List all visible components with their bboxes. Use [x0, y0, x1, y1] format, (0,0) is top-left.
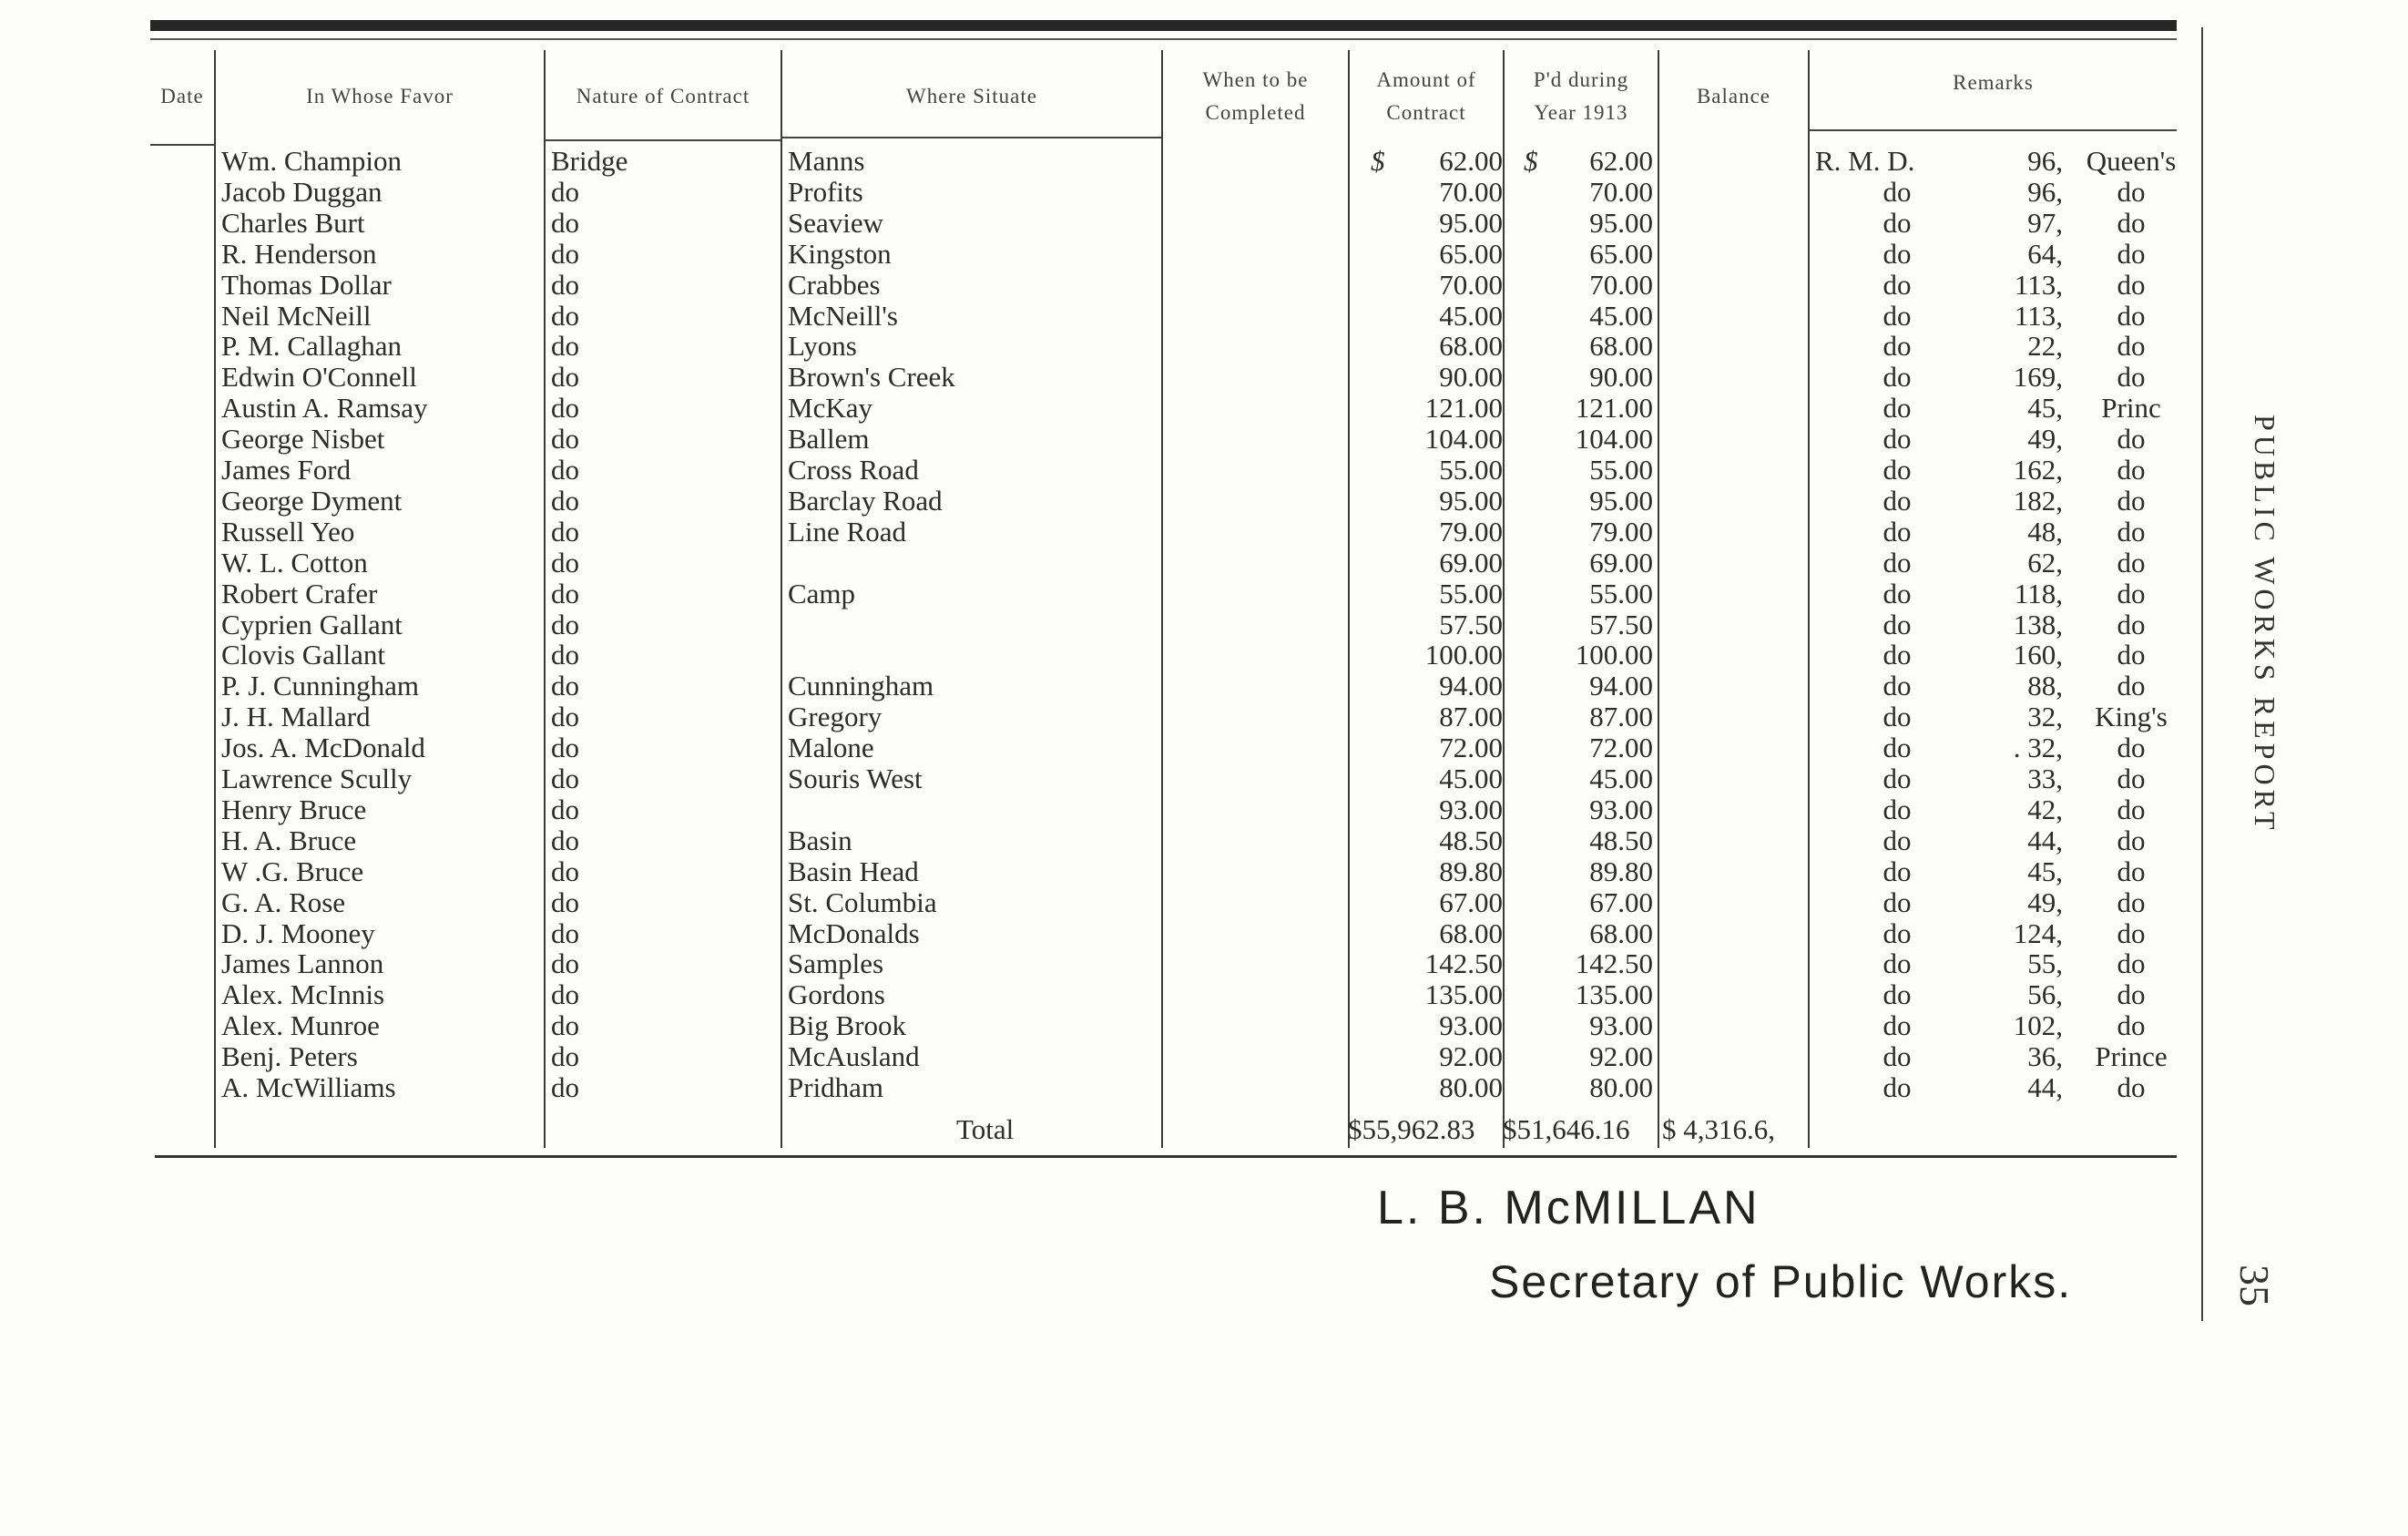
row-remark-do: do: [1883, 330, 1912, 363]
row-remark-number: 49,: [2027, 423, 2063, 456]
row-favor: Alex. McInnis: [221, 978, 385, 1011]
row-nature: do: [551, 1009, 579, 1042]
row-favor: Clovis Gallant: [221, 639, 385, 671]
row-nature: do: [551, 206, 579, 239]
row-nature: do: [551, 608, 579, 640]
row-amount: 57.50: [1439, 608, 1503, 640]
row-remark-number: 56,: [2027, 978, 2063, 1011]
row-favor: Russell Yeo: [221, 515, 355, 548]
row-remark-number: 160,: [2013, 639, 2063, 671]
row-remark-number: 102,: [2013, 1009, 2063, 1042]
total-label: Total: [956, 1113, 1015, 1145]
row-favor: P. J. Cunningham: [221, 670, 420, 702]
row-amount: 68.00: [1439, 916, 1503, 949]
row-favor: Cyprien Gallant: [221, 608, 403, 640]
row-remark-number: 22,: [2027, 330, 2063, 363]
row-remark-name: do: [2117, 361, 2146, 394]
row-favor: Lawrence Scully: [221, 763, 413, 794]
row-favor: James Ford: [221, 454, 352, 486]
row-remark-name: do: [2117, 639, 2146, 671]
table-row: [0, 362, 2408, 393]
header-where-situate: Where Situate: [906, 84, 1037, 108]
row-remark-name: King's: [2095, 701, 2168, 733]
row-remark-do: do: [1883, 639, 1912, 671]
row-nature: do: [551, 886, 579, 918]
row-amount: 104.00: [1424, 423, 1503, 456]
row-where: Malone: [788, 732, 874, 764]
row-paid: 93.00: [1589, 1009, 1653, 1042]
table-row: [0, 701, 2408, 732]
row-amount: 70.00: [1439, 175, 1503, 208]
row-paid: 69.00: [1589, 546, 1653, 579]
row-paid: 79.00: [1589, 515, 1653, 548]
row-favor: R. Henderson: [221, 237, 377, 270]
row-nature: do: [551, 330, 579, 363]
row-paid: 45.00: [1589, 299, 1653, 332]
row-where: Ballem: [788, 423, 870, 456]
row-where: Brown's Creek: [788, 361, 955, 394]
row-remark-number: 33,: [2027, 763, 2063, 794]
row-remark-name: do: [2117, 577, 2146, 609]
row-remark-do: do: [1883, 1009, 1912, 1042]
total-balance: $ 4,316.6,: [1662, 1113, 1775, 1145]
row-nature: do: [551, 793, 579, 825]
row-remark-do: do: [1883, 978, 1912, 1011]
row-where: McNeill's: [788, 299, 898, 332]
row-amount: 89.80: [1439, 855, 1503, 887]
row-remark-do: do: [1883, 268, 1912, 301]
row-remark-do: do: [1883, 484, 1912, 517]
table-row: [0, 948, 2408, 979]
row-remark-number: 182,: [2013, 484, 2063, 517]
table-row: [0, 424, 2408, 455]
header-date: Date: [160, 84, 204, 108]
row-favor: W. L. Cotton: [221, 546, 368, 579]
row-favor: Edwin O'Connell: [221, 361, 417, 394]
row-favor: Benj. Peters: [221, 1040, 358, 1073]
row-remark-name: do: [2117, 175, 2146, 208]
row-remark-number: 138,: [2013, 608, 2063, 640]
row-remark-name: do: [2117, 978, 2146, 1011]
total-paid: $51,646.16: [1503, 1113, 1630, 1145]
row-amount: 93.00: [1439, 793, 1503, 825]
row-favor: Charles Burt: [221, 206, 365, 239]
row-remark-number: 49,: [2027, 886, 2063, 918]
row-where: Big Brook: [788, 1009, 907, 1042]
header-underline: [1808, 129, 2177, 131]
row-remark-name: do: [2117, 608, 2146, 640]
row-remark-name: do: [2117, 515, 2146, 548]
row-nature: Bridge: [551, 145, 628, 177]
row-nature: do: [551, 639, 579, 671]
row-remark-do: do: [1883, 392, 1912, 425]
row-remark-number: 44,: [2027, 1071, 2063, 1103]
row-nature: do: [551, 175, 579, 208]
row-remark-number: 96,: [2027, 175, 2063, 208]
row-favor: Robert Crafer: [221, 577, 378, 609]
row-where: Gregory: [788, 701, 883, 733]
row-paid: 68.00: [1589, 916, 1653, 949]
row-amount: 48.50: [1439, 824, 1503, 856]
row-remark-number: 124,: [2013, 916, 2063, 949]
row-remark-number: 169,: [2013, 361, 2063, 394]
row-remark-do: do: [1883, 1071, 1912, 1103]
row-paid: 90.00: [1589, 361, 1653, 394]
row-nature: do: [551, 1040, 579, 1073]
row-amount: 72.00: [1439, 732, 1503, 764]
row-remark-do: do: [1883, 546, 1912, 579]
row-remark-do: do: [1883, 701, 1912, 733]
row-remark-number: 113,: [2014, 299, 2063, 332]
row-amount: 100.00: [1424, 639, 1503, 671]
row-favor: Thomas Dollar: [221, 268, 392, 301]
row-where: Samples: [788, 947, 884, 980]
table-row: [0, 1010, 2408, 1041]
row-remark-name: do: [2117, 423, 2146, 456]
row-amount: 142.50: [1424, 947, 1503, 980]
row-paid: 72.00: [1589, 732, 1653, 764]
row-nature: do: [551, 978, 579, 1011]
row-favor: H. A. Bruce: [221, 824, 357, 856]
row-amount: 55.00: [1439, 454, 1503, 486]
table-row: [0, 763, 2408, 794]
row-paid: 135.00: [1575, 978, 1653, 1011]
table-row: [0, 455, 2408, 486]
row-amount: 62.00: [1439, 145, 1503, 177]
row-nature: do: [551, 484, 579, 517]
row-remark-number: 118,: [2014, 577, 2063, 609]
row-remark-number: 36,: [2027, 1040, 2063, 1073]
bottom-rule: [155, 1155, 2177, 1158]
row-nature: do: [551, 515, 579, 548]
header-underline: [544, 139, 781, 141]
row-remark-name: do: [2117, 763, 2146, 794]
row-favor: Jos. A. McDonald: [221, 732, 425, 764]
row-remark-number: 62,: [2027, 546, 2063, 579]
row-where: St. Columbia: [788, 886, 937, 918]
row-where: Basin: [788, 824, 852, 856]
row-nature: do: [551, 855, 579, 887]
table-row: [0, 794, 2408, 825]
table-row: [0, 393, 2408, 424]
row-remark-name: do: [2117, 237, 2146, 270]
row-remark-number: 96,: [2027, 145, 2063, 177]
row-remark-do: do: [1883, 732, 1912, 764]
row-remark-do: do: [1883, 947, 1912, 980]
row-nature: do: [551, 423, 579, 456]
row-where: Pridham: [788, 1071, 884, 1103]
row-amount: 65.00: [1439, 237, 1503, 270]
paid-currency-symbol: $: [1524, 145, 1538, 177]
table-row: [0, 270, 2408, 301]
row-where: Crabbes: [788, 268, 881, 301]
row-favor: Jacob Duggan: [221, 175, 383, 208]
row-favor: D. J. Mooney: [221, 916, 375, 949]
row-where: Basin Head: [788, 855, 919, 887]
row-remark-name: do: [2117, 454, 2146, 486]
row-remark-do: do: [1883, 299, 1912, 332]
row-paid: 48.50: [1589, 824, 1653, 856]
row-where: Manns: [788, 145, 865, 177]
row-paid: 65.00: [1589, 237, 1653, 270]
row-remark-name: do: [2117, 206, 2146, 239]
row-remark-do: do: [1883, 206, 1912, 239]
row-favor: P. M. Callaghan: [221, 330, 403, 363]
row-amount: 45.00: [1439, 763, 1503, 794]
table-row: [0, 856, 2408, 887]
row-nature: do: [551, 361, 579, 394]
row-remark-name: do: [2117, 793, 2146, 825]
row-favor: Henry Bruce: [221, 793, 367, 825]
row-amount: 87.00: [1439, 701, 1503, 733]
row-nature: do: [551, 732, 579, 764]
row-remark-name: do: [2117, 299, 2146, 332]
table-row: [0, 640, 2408, 671]
row-remark-do: do: [1883, 515, 1912, 548]
row-remark-number: 45,: [2027, 855, 2063, 887]
row-nature: do: [551, 546, 579, 579]
row-remark-number: . 32,: [2013, 732, 2063, 764]
row-remark-do: do: [1883, 916, 1912, 949]
row-where: Kingston: [788, 237, 892, 270]
row-remark-do: do: [1883, 855, 1912, 887]
row-paid: 95.00: [1589, 484, 1653, 517]
row-amount: 90.00: [1439, 361, 1503, 394]
row-nature: do: [551, 299, 579, 332]
row-where: Barclay Road: [788, 484, 943, 517]
row-paid: 57.50: [1589, 608, 1653, 640]
row-remark-name: do: [2117, 855, 2146, 887]
row-remark-name: do: [2117, 732, 2146, 764]
row-remark-number: 45,: [2027, 392, 2063, 425]
top-thin-rule: [150, 38, 2177, 40]
table-row: [0, 548, 2408, 579]
row-remark-name: do: [2117, 484, 2146, 517]
row-remark-do: do: [1883, 824, 1912, 856]
row-nature: do: [551, 1071, 579, 1103]
table-row: [0, 887, 2408, 918]
row-remark-number: 97,: [2027, 206, 2063, 239]
row-paid: 142.50: [1575, 947, 1653, 980]
row-amount: 95.00: [1439, 206, 1503, 239]
row-favor: James Lannon: [221, 947, 384, 980]
header-paid-during-year: P'd during Year 1913: [1533, 67, 1629, 124]
row-remark-name: do: [2117, 546, 2146, 579]
header-when-completed: When to be Completed: [1202, 67, 1309, 124]
row-where: Lyons: [788, 330, 857, 363]
row-amount: 67.00: [1439, 886, 1503, 918]
row-where: McKay: [788, 392, 872, 425]
signature-name: L. B. McMILLAN: [1377, 1182, 1760, 1234]
table-row: [0, 918, 2408, 949]
row-nature: do: [551, 824, 579, 856]
row-remark-number: 64,: [2027, 237, 2063, 270]
row-paid: 62.00: [1589, 145, 1653, 177]
row-nature: do: [551, 701, 579, 733]
row-nature: do: [551, 577, 579, 609]
row-remark-do: do: [1883, 886, 1912, 918]
row-remark-number: 162,: [2013, 454, 2063, 486]
row-favor: A. McWilliams: [221, 1071, 396, 1103]
table-row: [0, 1041, 2408, 1072]
row-amount: 94.00: [1439, 670, 1503, 702]
row-remark-name: do: [2117, 947, 2146, 980]
amount-currency-symbol: $: [1371, 145, 1385, 177]
table-row: [0, 979, 2408, 1010]
table-row: [0, 732, 2408, 763]
row-paid: 45.00: [1589, 763, 1653, 794]
row-remark-name: Queen's: [2086, 145, 2177, 177]
row-paid: 70.00: [1589, 268, 1653, 301]
row-paid: 100.00: [1575, 639, 1653, 671]
row-where: Cross Road: [788, 454, 919, 486]
row-favor: Wm. Champion: [221, 145, 403, 177]
row-paid: 94.00: [1589, 670, 1653, 702]
row-where: McAusland: [788, 1040, 920, 1073]
row-where: Line Road: [788, 515, 906, 548]
table-row: [0, 146, 2408, 177]
table-row: [0, 609, 2408, 640]
running-title: PUBLIC WORKS REPORT: [2249, 415, 2281, 835]
row-where: Cunningham: [788, 670, 934, 702]
table-row: [0, 208, 2408, 239]
row-paid: 68.00: [1589, 330, 1653, 363]
row-paid: 55.00: [1589, 577, 1653, 609]
row-remark-do: do: [1883, 577, 1912, 609]
row-favor: George Dyment: [221, 484, 403, 517]
row-amount: 135.00: [1424, 978, 1503, 1011]
table-row: [0, 579, 2408, 609]
row-paid: 93.00: [1589, 793, 1653, 825]
row-nature: do: [551, 947, 579, 980]
row-where: McDonalds: [788, 916, 920, 949]
row-paid: 87.00: [1589, 701, 1653, 733]
row-remark-do: do: [1883, 454, 1912, 486]
row-amount: 68.00: [1439, 330, 1503, 363]
row-remark-number: 113,: [2014, 268, 2063, 301]
row-remark-name: Princ: [2101, 392, 2161, 425]
row-remark-do: do: [1883, 763, 1912, 794]
header-balance: Balance: [1696, 84, 1771, 108]
table-row: [0, 239, 2408, 270]
row-where: Seaview: [788, 206, 884, 239]
table-row: [0, 301, 2408, 332]
row-nature: do: [551, 237, 579, 270]
row-amount: 55.00: [1439, 577, 1503, 609]
row-amount: 95.00: [1439, 484, 1503, 517]
row-paid: 70.00: [1589, 175, 1653, 208]
row-where: Gordons: [788, 978, 885, 1011]
row-remark-name: do: [2117, 824, 2146, 856]
top-heavy-rule: [150, 20, 2177, 31]
row-amount: 70.00: [1439, 268, 1503, 301]
row-remark-do: do: [1883, 670, 1912, 702]
table-row: [0, 825, 2408, 856]
row-favor: Neil McNeill: [221, 299, 372, 332]
row-nature: do: [551, 454, 579, 486]
header-amount-of-contract: Amount of Contract: [1376, 67, 1476, 124]
row-remark-number: 44,: [2027, 824, 2063, 856]
row-remark-name: do: [2117, 1071, 2146, 1103]
row-amount: 69.00: [1439, 546, 1503, 579]
row-nature: do: [551, 268, 579, 301]
row-remark-do: do: [1883, 423, 1912, 456]
row-where: Profits: [788, 175, 863, 208]
row-favor: Austin A. Ramsay: [221, 392, 428, 425]
row-nature: do: [551, 763, 579, 794]
header-remarks: Remarks: [1953, 70, 2034, 94]
row-remark-number: 88,: [2027, 670, 2063, 702]
row-favor: J. H. Mallard: [221, 701, 371, 733]
row-remark-name: do: [2117, 1009, 2146, 1042]
signature-title: Secretary of Public Works.: [1489, 1256, 2073, 1307]
row-favor: Alex. Munroe: [221, 1009, 380, 1042]
row-amount: 92.00: [1439, 1040, 1503, 1073]
row-remark-name: do: [2117, 330, 2146, 363]
row-where: Souris West: [788, 763, 923, 794]
row-remark-do: do: [1883, 793, 1912, 825]
row-remark-do: do: [1883, 237, 1912, 270]
total-amount: $55,962.83: [1348, 1113, 1475, 1145]
row-paid: 67.00: [1589, 886, 1653, 918]
row-nature: do: [551, 392, 579, 425]
row-paid: 92.00: [1589, 1040, 1653, 1073]
row-favor: G. A. Rose: [221, 886, 346, 918]
row-remark-do: do: [1883, 608, 1912, 640]
table-row: [0, 517, 2408, 548]
table-row: [0, 1072, 2408, 1103]
row-paid: 55.00: [1589, 454, 1653, 486]
row-amount: 121.00: [1424, 392, 1503, 425]
row-favor: George Nisbet: [221, 423, 385, 456]
page-number: 35: [2231, 1265, 2278, 1306]
row-remark-number: 42,: [2027, 793, 2063, 825]
table-row: [0, 177, 2408, 208]
row-paid: 80.00: [1589, 1071, 1653, 1103]
row-remark-name: do: [2117, 268, 2146, 301]
row-remark-do: do: [1883, 361, 1912, 394]
row-amount: 79.00: [1439, 515, 1503, 548]
row-nature: do: [551, 670, 579, 702]
row-remark-do: do: [1883, 175, 1912, 208]
row-paid: 104.00: [1575, 423, 1653, 456]
row-favor: W .G. Bruce: [221, 855, 364, 887]
table-row: [0, 486, 2408, 517]
row-remark-number: 55,: [2027, 947, 2063, 980]
row-amount: 80.00: [1439, 1071, 1503, 1103]
header-in-whose-favor: In Whose Favor: [306, 84, 454, 108]
row-remark-name: do: [2117, 886, 2146, 918]
table-row: [0, 331, 2408, 362]
row-remark-number: 48,: [2027, 515, 2063, 548]
row-paid: 121.00: [1575, 392, 1653, 425]
row-remark-number: 32,: [2027, 701, 2063, 733]
row-where: Camp: [788, 577, 856, 609]
remark-prefix: R. M. D.: [1815, 145, 1915, 177]
header-nature-of-contract: Nature of Contract: [576, 84, 750, 108]
row-paid: 89.80: [1589, 855, 1653, 887]
row-nature: do: [551, 916, 579, 949]
row-remark-name: Prince: [2095, 1040, 2168, 1073]
table-row: [0, 671, 2408, 701]
row-paid: 95.00: [1589, 206, 1653, 239]
row-remark-name: do: [2117, 916, 2146, 949]
row-remark-do: do: [1883, 1040, 1912, 1073]
row-amount: 93.00: [1439, 1009, 1503, 1042]
row-remark-name: do: [2117, 670, 2146, 702]
row-amount: 45.00: [1439, 299, 1503, 332]
